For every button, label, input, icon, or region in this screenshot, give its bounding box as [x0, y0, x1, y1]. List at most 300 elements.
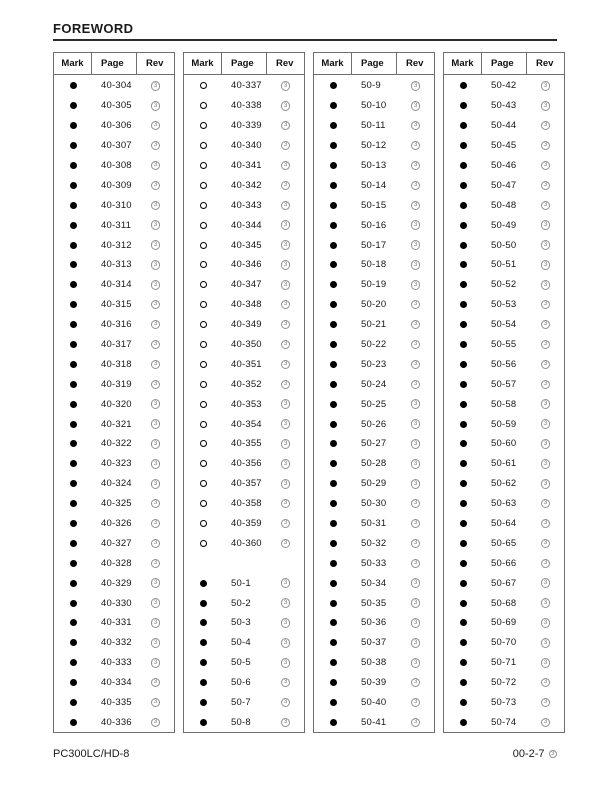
filled-circle-icon: [330, 381, 337, 388]
rev-badge: 3: [281, 439, 291, 449]
mark-cell: [184, 281, 222, 288]
rev-badge: 3: [151, 499, 161, 509]
page-cell: 40-351: [231, 358, 262, 370]
page-cell: 40-332: [101, 637, 132, 649]
rev-badge: 3: [281, 638, 291, 648]
rev-badge: 3: [411, 101, 421, 111]
table-row: [184, 693, 304, 713]
page-cell: 50-60: [491, 438, 517, 450]
filled-circle-icon: [330, 301, 337, 308]
mark-cell: [54, 222, 92, 229]
page-cell: 50-67: [491, 577, 517, 589]
table-row: [314, 573, 434, 593]
page-cell: 40-325: [101, 498, 132, 510]
rev-badge: 3: [281, 320, 291, 330]
mark-cell: [444, 719, 482, 726]
table-row: [184, 414, 304, 434]
filled-circle-icon: [460, 659, 467, 666]
table-row: [314, 76, 434, 96]
filled-circle-icon: [330, 361, 337, 368]
table-row: [184, 553, 304, 573]
rev-cell: [397, 638, 434, 648]
rev-cell: [137, 220, 174, 230]
mark-cell: [314, 202, 352, 209]
table-row: [314, 713, 434, 733]
rev-cell: [137, 320, 174, 330]
table-row: [184, 494, 304, 514]
rev-cell: [397, 539, 434, 549]
page-cell: 50-12: [361, 140, 387, 152]
rev-badge: 3: [151, 519, 161, 529]
mark-cell: [444, 162, 482, 169]
table-row: [54, 156, 174, 176]
page-cell: 40-329: [101, 577, 132, 589]
filled-circle-icon: [70, 162, 77, 169]
mark-cell: [54, 321, 92, 328]
open-circle-icon: [200, 301, 207, 308]
page-cell: 50-55: [491, 339, 517, 351]
mark-cell: [184, 341, 222, 348]
mark-cell: [54, 540, 92, 547]
table-row: [54, 673, 174, 693]
table-row: [444, 533, 564, 553]
mark-cell: [444, 659, 482, 666]
page-cell: 40-358: [231, 498, 262, 510]
rev-cell: [527, 141, 564, 151]
mark-cell: [314, 102, 352, 109]
filled-circle-icon: [330, 122, 337, 129]
open-circle-icon: [200, 381, 207, 388]
filled-circle-icon: [70, 560, 77, 567]
rev-cell: [397, 81, 434, 91]
page-cell: 40-337: [231, 80, 262, 92]
mark-cell: [54, 401, 92, 408]
rev-badge: 3: [281, 380, 291, 390]
table-row: [54, 394, 174, 414]
filled-circle-icon: [460, 281, 467, 288]
filled-circle-icon: [460, 381, 467, 388]
page-cell: 50-64: [491, 518, 517, 530]
mark-cell: [314, 659, 352, 666]
table-row: [444, 156, 564, 176]
rev-cell: [397, 360, 434, 370]
rev-table-4: [443, 52, 565, 733]
filled-circle-icon: [200, 719, 207, 726]
mark-cell: [314, 261, 352, 268]
rev-cell: [397, 340, 434, 350]
rev-badge: 3: [411, 598, 421, 608]
rev-cell: [137, 678, 174, 688]
mark-cell: [314, 341, 352, 348]
page-cell: 40-352: [231, 378, 262, 390]
rev-badge: 3: [411, 539, 421, 549]
filled-circle-icon: [460, 222, 467, 229]
filled-circle-icon: [330, 401, 337, 408]
rev-cell: [527, 201, 564, 211]
rev-cell: [397, 101, 434, 111]
table-row: [184, 235, 304, 255]
rev-badge: 3: [151, 439, 161, 449]
table-row: [184, 633, 304, 653]
page-cell: 50-53: [491, 299, 517, 311]
mark-cell: [444, 122, 482, 129]
filled-circle-icon: [330, 580, 337, 587]
mark-cell: [54, 520, 92, 527]
page-cell: 50-48: [491, 199, 517, 211]
page-cell: 40-353: [231, 398, 262, 410]
mark-cell: [444, 82, 482, 89]
rev-badge: 3: [281, 101, 291, 111]
rev-cell: [137, 181, 174, 191]
filled-circle-icon: [200, 699, 207, 706]
table-row: [184, 653, 304, 673]
mark-cell: [54, 440, 92, 447]
column-header-page: Page: [482, 53, 527, 74]
table-row: [184, 295, 304, 315]
mark-cell: [314, 440, 352, 447]
page-cell: 40-319: [101, 378, 132, 390]
rev-cell: [267, 439, 304, 449]
table-row: [54, 454, 174, 474]
rev-cell: [137, 658, 174, 668]
page-cell: 50-46: [491, 160, 517, 171]
table-row: [184, 573, 304, 593]
page-cell: 50-23: [361, 358, 387, 370]
mark-cell: [444, 500, 482, 507]
rev-cell: [137, 260, 174, 270]
table-body: [54, 75, 174, 732]
rev-badge: 3: [151, 578, 161, 588]
mark-cell: [184, 520, 222, 527]
table-row: [184, 175, 304, 195]
rev-cell: [527, 539, 564, 549]
table-row: [54, 354, 174, 374]
rev-badge: 3: [281, 81, 291, 91]
table-header-row: [54, 53, 174, 75]
rev-cell: [527, 419, 564, 429]
filled-circle-icon: [460, 639, 467, 646]
rev-cell: [527, 499, 564, 509]
filled-circle-icon: [460, 560, 467, 567]
table-row: [314, 434, 434, 454]
rev-badge: 3: [411, 718, 421, 728]
table-row: [444, 335, 564, 355]
table-row: [444, 553, 564, 573]
rev-badge: 3: [281, 399, 291, 409]
page-cell: 50-31: [361, 518, 387, 530]
mark-cell: [444, 401, 482, 408]
page-cell: 50-49: [491, 219, 517, 231]
rev-badge: 3: [541, 439, 551, 449]
page-cell: 40-311: [101, 219, 132, 231]
mark-cell: [444, 261, 482, 268]
page-cell: 50-35: [361, 597, 387, 609]
mark-cell: [444, 639, 482, 646]
mark-cell: [54, 639, 92, 646]
rev-cell: [137, 578, 174, 588]
rev-badge: 3: [151, 559, 161, 569]
open-circle-icon: [200, 82, 207, 89]
table-row: [444, 454, 564, 474]
footer-page-info: [513, 748, 557, 760]
rev-cell: [267, 539, 304, 549]
table-row: [314, 394, 434, 414]
table-row: [54, 76, 174, 96]
page-cell: 50-66: [491, 557, 517, 569]
filled-circle-icon: [70, 341, 77, 348]
table-row: [444, 474, 564, 494]
rev-badge: 3: [151, 260, 161, 270]
page-cell: 50-14: [361, 179, 387, 191]
page-cell: 50-62: [491, 478, 517, 490]
table-header-row: [314, 53, 434, 75]
page-cell: 40-333: [101, 657, 132, 669]
rev-cell: [397, 718, 434, 728]
page-cell: 50-40: [361, 697, 387, 709]
filled-circle-icon: [70, 222, 77, 229]
rev-badge: 3: [281, 181, 291, 191]
rev-badge: 3: [151, 459, 161, 469]
rev-badge: 3: [541, 718, 551, 728]
page-cell: 50-44: [491, 120, 517, 132]
rev-badge: 3: [541, 280, 551, 290]
page-title: FOREWORD: [53, 21, 134, 36]
rev-badge: 3: [151, 280, 161, 290]
page-cell: 40-322: [101, 438, 132, 450]
mark-cell: [184, 500, 222, 507]
rev-badge: 3: [151, 539, 161, 549]
mark-cell: [444, 440, 482, 447]
mark-cell: [54, 102, 92, 109]
column-header-mark: Mark: [444, 53, 482, 74]
table-row: [184, 713, 304, 733]
table-row: [444, 354, 564, 374]
table-row: [184, 195, 304, 215]
mark-cell: [314, 580, 352, 587]
page-cell: 50-38: [361, 657, 387, 669]
mark-cell: [314, 699, 352, 706]
table-row: [184, 315, 304, 335]
mark-cell: [54, 242, 92, 249]
page-cell: 50-29: [361, 478, 387, 490]
rev-badge: 3: [541, 578, 551, 588]
page-cell: 50-22: [361, 339, 387, 351]
filled-circle-icon: [330, 421, 337, 428]
mark-cell: [54, 480, 92, 487]
rev-badge: 3: [151, 658, 161, 668]
column-header-mark: Mark: [184, 53, 222, 74]
rev-badge: 3: [541, 678, 551, 688]
page-cell: 40-314: [101, 279, 132, 291]
rev-cell: [267, 240, 304, 250]
rev-badge: 3: [411, 300, 421, 310]
rev-badge: 3: [151, 399, 161, 409]
mark-cell: [314, 281, 352, 288]
rev-cell: [397, 439, 434, 449]
footer-page-number: 00-2-7: [512, 748, 545, 760]
filled-circle-icon: [330, 142, 337, 149]
page-cell: 40-304: [101, 80, 132, 92]
page-cell: 50-69: [491, 617, 517, 629]
rev-cell: [527, 598, 564, 608]
page-cell: 40-312: [101, 239, 132, 251]
rev-cell: [137, 240, 174, 250]
mark-cell: [314, 639, 352, 646]
mark-cell: [184, 321, 222, 328]
mark-cell: [184, 301, 222, 308]
open-circle-icon: [200, 202, 207, 209]
rev-cell: [137, 618, 174, 628]
rev-cell: [137, 638, 174, 648]
table-row: [54, 215, 174, 235]
page-cell: 50-34: [361, 577, 387, 589]
rev-badge: 3: [151, 81, 161, 91]
table-row: [54, 434, 174, 454]
mark-cell: [314, 401, 352, 408]
table-row: [314, 593, 434, 613]
table-row: [184, 673, 304, 693]
open-circle-icon: [200, 122, 207, 129]
mark-cell: [314, 242, 352, 249]
filled-circle-icon: [70, 679, 77, 686]
rev-badge: 3: [541, 459, 551, 469]
mark-cell: [54, 421, 92, 428]
mark-cell: [54, 202, 92, 209]
table-row: [314, 235, 434, 255]
rev-badge: 3: [411, 141, 421, 151]
table-row: [54, 494, 174, 514]
table-row: [314, 454, 434, 474]
rev-badge: 3: [541, 101, 551, 111]
rev-cell: [527, 578, 564, 588]
rev-cell: [267, 141, 304, 151]
filled-circle-icon: [70, 421, 77, 428]
mark-cell: [54, 500, 92, 507]
filled-circle-icon: [70, 580, 77, 587]
rev-badge: 3: [411, 121, 421, 131]
table-row: [184, 434, 304, 454]
table-row: [184, 96, 304, 116]
column-header-page: Page: [92, 53, 137, 74]
filled-circle-icon: [330, 520, 337, 527]
page-cell: 50-36: [361, 617, 387, 629]
rev-cell: [527, 280, 564, 290]
filled-circle-icon: [200, 600, 207, 607]
table-row: [54, 553, 174, 573]
rev-cell: [527, 618, 564, 628]
filled-circle-icon: [330, 719, 337, 726]
table-row: [314, 533, 434, 553]
mark-cell: [444, 600, 482, 607]
rev-cell: [527, 519, 564, 529]
mark-cell: [314, 421, 352, 428]
rev-badge: 3: [281, 718, 291, 728]
table-row: [314, 354, 434, 374]
rev-cell: [397, 181, 434, 191]
mark-cell: [184, 401, 222, 408]
filled-circle-icon: [460, 162, 467, 169]
page-cell: 50-47: [491, 179, 517, 191]
rev-badge: 3: [411, 201, 421, 211]
page-cell: 50-57: [491, 378, 517, 390]
rev-badge: 3: [151, 360, 161, 370]
mark-cell: [314, 480, 352, 487]
page-cell: 50-26: [361, 418, 387, 430]
mark-cell: [54, 301, 92, 308]
page-cell: 50-19: [361, 279, 387, 291]
rev-cell: [397, 678, 434, 688]
mark-cell: [184, 242, 222, 249]
table-row: [184, 593, 304, 613]
rev-badge: 3: [541, 300, 551, 310]
rev-badge: 3: [281, 459, 291, 469]
page-cell: 40-336: [101, 716, 132, 728]
rev-badge: 3: [411, 220, 421, 230]
filled-circle-icon: [70, 361, 77, 368]
rev-badge: 3: [281, 360, 291, 370]
table-row: [184, 454, 304, 474]
mark-cell: [54, 142, 92, 149]
page-cell: 40-309: [101, 179, 132, 191]
rev-badge: 3: [541, 260, 551, 270]
rev-badge: 3: [411, 380, 421, 390]
rev-badge: 3: [411, 81, 421, 91]
rev-badge: 3: [151, 380, 161, 390]
table-row: [314, 295, 434, 315]
rev-badge: 3: [281, 340, 291, 350]
open-circle-icon: [200, 460, 207, 467]
page-cell: 40-345: [231, 239, 262, 251]
filled-circle-icon: [70, 122, 77, 129]
mark-cell: [314, 142, 352, 149]
filled-circle-icon: [70, 619, 77, 626]
filled-circle-icon: [460, 440, 467, 447]
table-row: [54, 96, 174, 116]
column-header-mark: Mark: [314, 53, 352, 74]
page-cell: 40-335: [101, 697, 132, 709]
rev-cell: [137, 141, 174, 151]
rev-badge: 3: [151, 698, 161, 708]
mark-cell: [184, 719, 222, 726]
open-circle-icon: [200, 102, 207, 109]
rev-badge: 3: [541, 698, 551, 708]
page-cell: 50-15: [361, 199, 387, 211]
rev-cell: [137, 499, 174, 509]
rev-cell: [137, 598, 174, 608]
table-row: [444, 295, 564, 315]
rev-cell: [267, 320, 304, 330]
rev-badge: 3: [411, 439, 421, 449]
rev-cell: [137, 399, 174, 409]
rev-cell: [527, 161, 564, 171]
mark-cell: [444, 520, 482, 527]
rev-badge: 3: [541, 399, 551, 409]
rev-badge: 3: [151, 419, 161, 429]
table-row: [444, 514, 564, 534]
rev-badge: 3: [541, 360, 551, 370]
page-cell: 40-313: [101, 259, 132, 271]
table-row: [184, 215, 304, 235]
filled-circle-icon: [330, 480, 337, 487]
rev-cell: [397, 658, 434, 668]
mark-cell: [54, 361, 92, 368]
table-row: [444, 374, 564, 394]
page-cell: 40-328: [101, 557, 132, 569]
column-header-rev: Rev: [406, 58, 424, 69]
rev-badge: 3: [411, 638, 421, 648]
page-cell: 40-341: [231, 160, 262, 171]
mark-cell: [444, 361, 482, 368]
